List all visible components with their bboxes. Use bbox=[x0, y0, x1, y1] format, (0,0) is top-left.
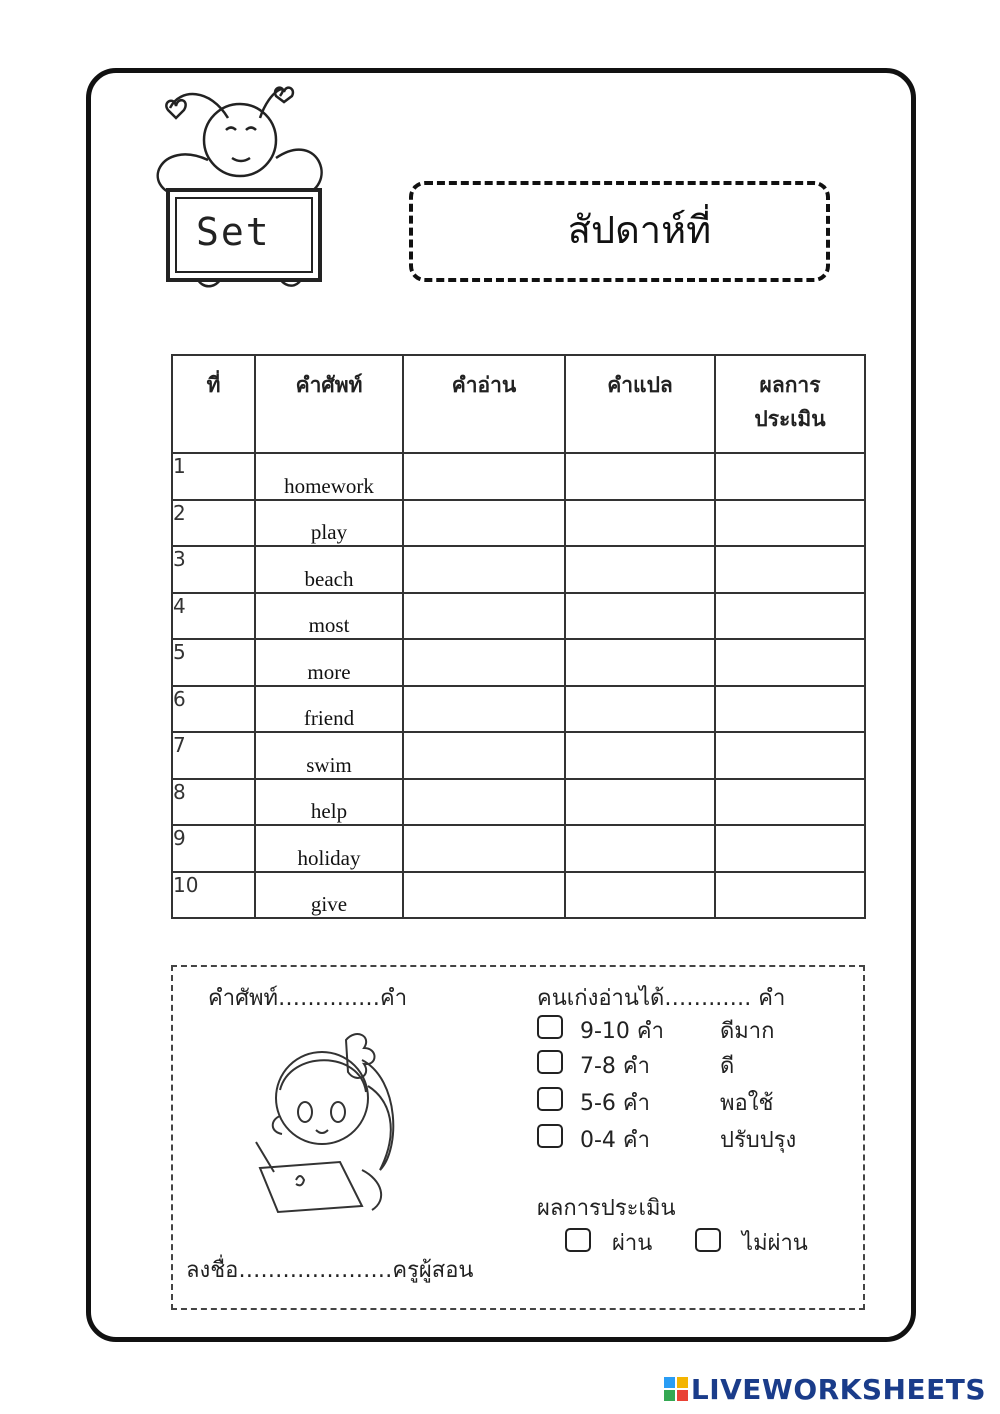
level-checkbox-0-4[interactable] bbox=[537, 1124, 563, 1148]
row-number: 4 bbox=[172, 593, 255, 640]
col-header-evaluation-line1: ผลการ bbox=[759, 373, 821, 397]
row-number: 6 bbox=[172, 686, 255, 733]
meaning-cell[interactable] bbox=[565, 779, 715, 826]
level-grade: พอใช้ bbox=[720, 1091, 774, 1116]
row-number: 8 bbox=[172, 779, 255, 826]
signature-line: ลงชื่อ…………………ครูผู้สอน bbox=[186, 1258, 474, 1283]
level-range: 7-8 คำ bbox=[580, 1054, 650, 1079]
week-title-box bbox=[409, 181, 830, 282]
row-word: holiday bbox=[255, 825, 403, 872]
row-word: friend bbox=[255, 686, 403, 733]
meaning-cell[interactable] bbox=[565, 825, 715, 872]
col-header-evaluation-line2: ประเมิน bbox=[754, 407, 826, 431]
table-row bbox=[172, 825, 865, 872]
level-grade: ปรับปรุง bbox=[720, 1128, 797, 1153]
meaning-cell[interactable] bbox=[565, 686, 715, 733]
table-header-row bbox=[172, 355, 865, 453]
table-row bbox=[172, 500, 865, 547]
evaluation-cell[interactable] bbox=[715, 825, 865, 872]
meaning-cell[interactable] bbox=[565, 732, 715, 779]
level-checkbox-7-8[interactable] bbox=[537, 1050, 563, 1074]
reading-cell[interactable] bbox=[403, 732, 565, 779]
set-label: Set bbox=[196, 210, 271, 254]
reading-cell[interactable] bbox=[403, 825, 565, 872]
evaluation-cell[interactable] bbox=[715, 453, 865, 500]
meaning-cell[interactable] bbox=[565, 639, 715, 686]
vocab-count-text: คำศัพท์………..…คำ bbox=[208, 986, 408, 1011]
meaning-cell[interactable] bbox=[565, 872, 715, 919]
level-grade: ดีมาก bbox=[720, 1019, 775, 1044]
pass-label: ผ่าน bbox=[612, 1231, 653, 1256]
level-grade: ดี bbox=[720, 1054, 735, 1079]
reading-cell[interactable] bbox=[403, 546, 565, 593]
fail-label: ไม่ผ่าน bbox=[742, 1231, 808, 1256]
level-checkbox-5-6[interactable] bbox=[537, 1087, 563, 1111]
table-row bbox=[172, 546, 865, 593]
row-word: give bbox=[255, 872, 403, 919]
meaning-cell[interactable] bbox=[565, 546, 715, 593]
reading-cell[interactable] bbox=[403, 639, 565, 686]
row-number: 9 bbox=[172, 825, 255, 872]
reading-cell[interactable] bbox=[403, 453, 565, 500]
table-row bbox=[172, 872, 865, 919]
row-number: 5 bbox=[172, 639, 255, 686]
pass-checkbox[interactable] bbox=[565, 1228, 591, 1252]
reading-cell[interactable] bbox=[403, 872, 565, 919]
col-header-number: ที่ bbox=[172, 355, 255, 453]
evaluation-cell[interactable] bbox=[715, 779, 865, 826]
table-row bbox=[172, 686, 865, 733]
table-row bbox=[172, 453, 865, 500]
evaluation-cell[interactable] bbox=[715, 593, 865, 640]
evaluation-cell[interactable] bbox=[715, 639, 865, 686]
row-word: swim bbox=[255, 732, 403, 779]
row-word: more bbox=[255, 639, 403, 686]
fail-checkbox[interactable] bbox=[695, 1228, 721, 1252]
level-range: 0-4 คำ bbox=[580, 1128, 650, 1153]
evaluation-cell[interactable] bbox=[715, 500, 865, 547]
evaluation-cell[interactable] bbox=[715, 546, 865, 593]
level-range: 5-6 คำ bbox=[580, 1091, 650, 1116]
reading-cell[interactable] bbox=[403, 500, 565, 547]
evaluation-cell[interactable] bbox=[715, 732, 865, 779]
reading-cell[interactable] bbox=[403, 686, 565, 733]
meaning-cell[interactable] bbox=[565, 453, 715, 500]
evaluation-cell[interactable] bbox=[715, 686, 865, 733]
row-word: play bbox=[255, 500, 403, 547]
row-number: 10 bbox=[172, 872, 255, 919]
row-number: 2 bbox=[172, 500, 255, 547]
girl-laptop-illustration bbox=[250, 1020, 410, 1220]
table-row bbox=[172, 593, 865, 640]
evaluation-cell[interactable] bbox=[715, 872, 865, 919]
watermark-text: LIVEWORKSHEETS bbox=[690, 1372, 986, 1406]
row-word: homework bbox=[255, 453, 403, 500]
liveworksheets-watermark bbox=[663, 1372, 986, 1406]
table-row bbox=[172, 779, 865, 826]
col-header-vocab: คำศัพท์ bbox=[255, 355, 403, 453]
col-header-reading: คำอ่าน bbox=[403, 355, 565, 453]
row-word: help bbox=[255, 779, 403, 826]
liveworksheets-logo-icon bbox=[663, 1376, 689, 1402]
row-word: most bbox=[255, 593, 403, 640]
bee-mascot-illustration bbox=[140, 78, 340, 318]
result-label: ผลการประเมิน bbox=[537, 1196, 676, 1221]
level-checkbox-9-10[interactable] bbox=[537, 1015, 563, 1039]
row-word: beach bbox=[255, 546, 403, 593]
reading-cell[interactable] bbox=[403, 593, 565, 640]
col-header-meaning: คำแปล bbox=[565, 355, 715, 453]
row-number: 7 bbox=[172, 732, 255, 779]
week-title: สัปดาห์ที่ bbox=[567, 208, 712, 252]
meaning-cell[interactable] bbox=[565, 593, 715, 640]
row-number: 3 bbox=[172, 546, 255, 593]
row-number: 1 bbox=[172, 453, 255, 500]
vocabulary-table bbox=[171, 354, 866, 919]
col-header-evaluation bbox=[715, 355, 865, 453]
meaning-cell[interactable] bbox=[565, 500, 715, 547]
table-row bbox=[172, 732, 865, 779]
reading-cell[interactable] bbox=[403, 779, 565, 826]
table-row bbox=[172, 639, 865, 686]
read-count-text: คนเก่งอ่านได้……..…. คำ bbox=[537, 986, 786, 1011]
level-range: 9-10 คำ bbox=[580, 1019, 664, 1044]
